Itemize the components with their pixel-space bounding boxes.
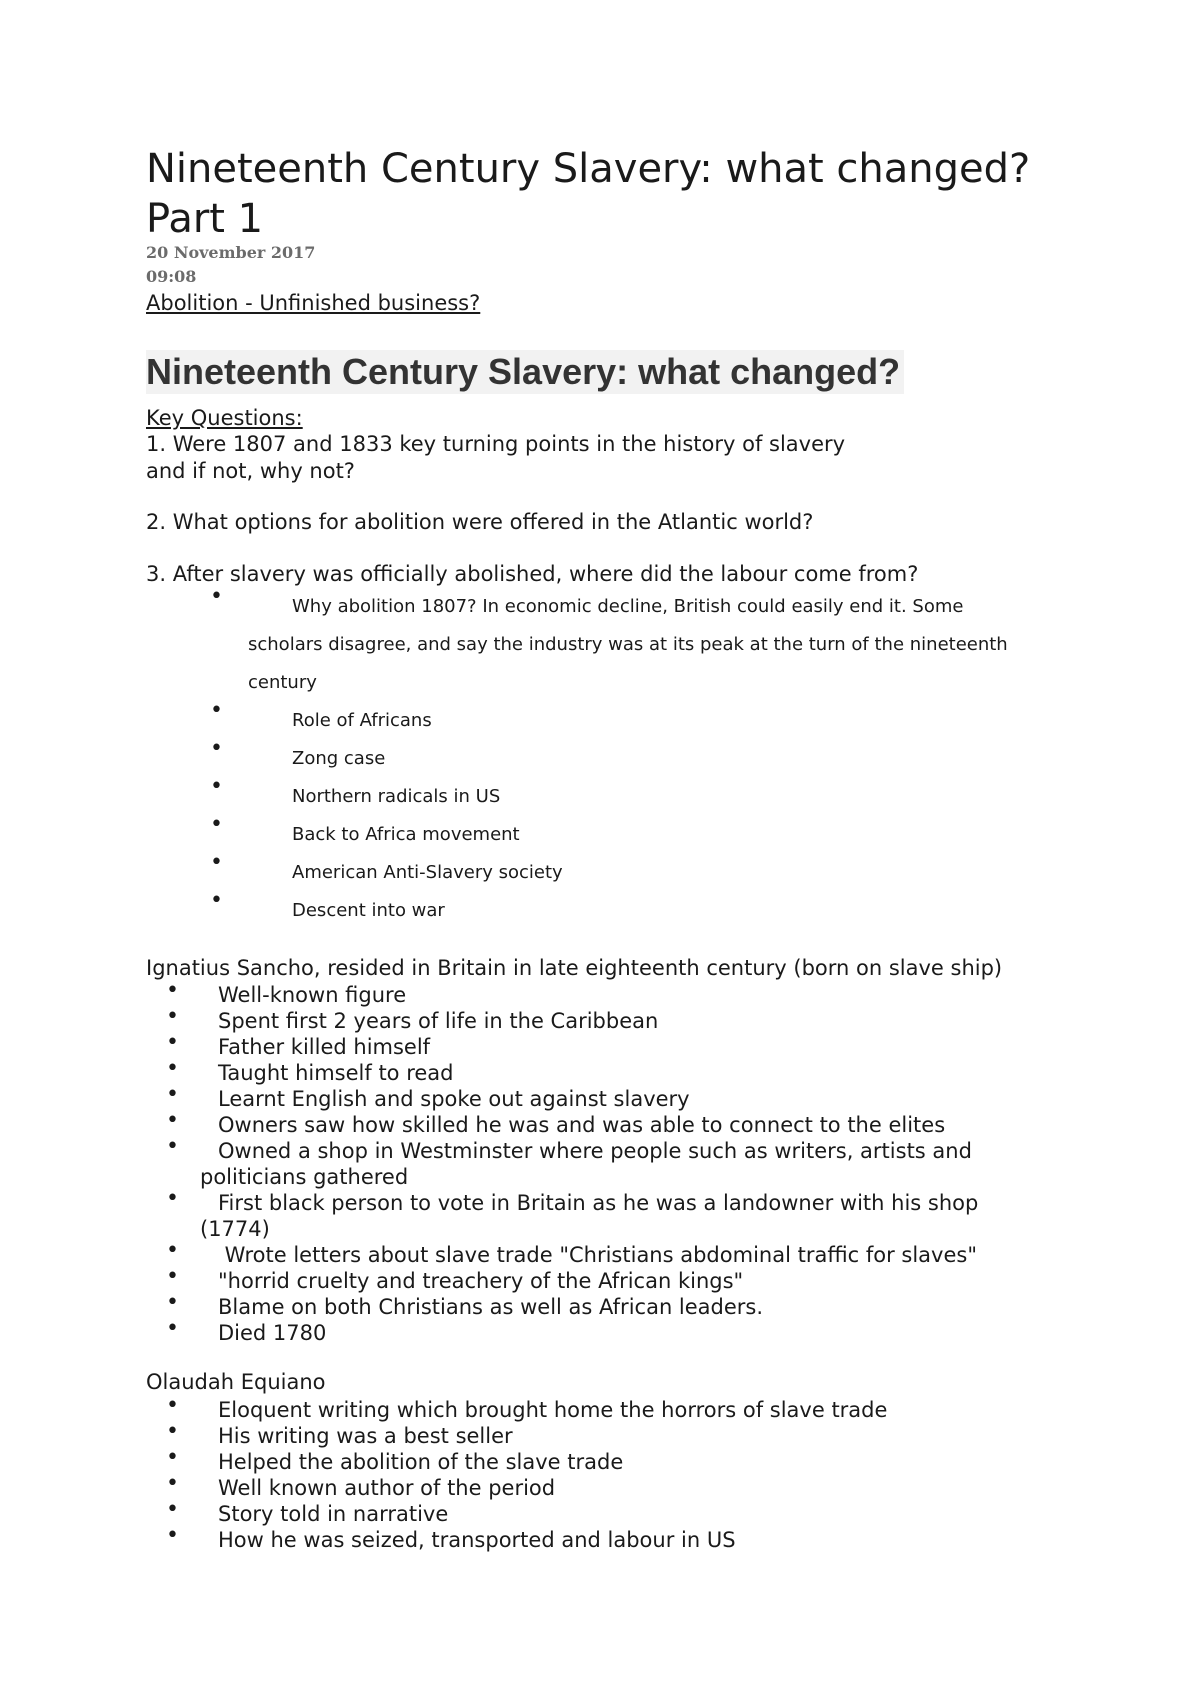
bullet-icon: • xyxy=(166,1030,179,1055)
list-item-text: American Anti-Slavery society xyxy=(292,862,563,883)
bullet-icon: • xyxy=(210,850,223,875)
list-item-text: Zong case xyxy=(292,748,386,769)
list-item xyxy=(146,1290,1046,1320)
list-item xyxy=(210,698,1090,740)
list-item-text: Eloquent writing which brought home the horrors of slave trade xyxy=(218,1398,888,1422)
list-item-text: Wrote letters about slave trade "Christians abdominal traffic for slaves" xyxy=(218,1243,977,1267)
list-item xyxy=(210,774,1090,816)
page-title-line1: Nineteenth Century Slavery: what changed? xyxy=(146,146,1031,192)
notes-bullet-list xyxy=(210,584,1090,930)
list-item-text: Why abolition 1807? In economic decline, British could easily end it. Some xyxy=(292,596,964,617)
list-item-text: (1774) xyxy=(200,1217,270,1241)
bullet-icon: • xyxy=(210,812,223,837)
list-item-text: Died 1780 xyxy=(218,1321,327,1345)
list-item-text: Taught himself to read xyxy=(218,1061,454,1085)
bullet-icon: • xyxy=(210,888,223,913)
note-time: 09:08 xyxy=(146,267,197,286)
list-item-text: Spent first 2 years of life in the Caribbean xyxy=(218,1009,659,1033)
question-1-line1: 1. Were 1807 and 1833 key turning points in the history of slavery xyxy=(146,432,846,456)
list-item xyxy=(210,812,1090,854)
list-item-text: "horrid cruelty and treachery of the African kings" xyxy=(218,1269,744,1293)
list-item xyxy=(146,1082,1046,1112)
list-item-text: First black person to vote in Britain as he was a landowner with his shop xyxy=(218,1191,979,1215)
page-title xyxy=(146,144,1106,244)
bullet-icon: • xyxy=(166,1264,179,1289)
section-heading: Nineteenth Century Slavery: what changed? xyxy=(146,350,904,394)
list-item-text: How he was seized, transported and labour in US xyxy=(218,1528,736,1552)
bullet-icon: • xyxy=(210,774,223,799)
list-item-text: Story told in narrative xyxy=(218,1502,449,1526)
list-item xyxy=(146,1004,1046,1034)
question-2: 2. What options for abolition were offered in the Atlantic world? xyxy=(146,510,814,534)
bullet-icon: • xyxy=(166,1238,179,1263)
list-item-text: Father killed himself xyxy=(218,1035,431,1059)
bullet-icon: • xyxy=(166,1393,179,1418)
equiano-bullet-list xyxy=(146,1393,1046,1553)
question-1-line2: and if not, why not? xyxy=(146,459,355,483)
question-3: 3. After slavery was officially abolished, where did the labour come from? xyxy=(146,562,919,586)
list-item-text: Helped the abolition of the slave trade xyxy=(218,1450,624,1474)
sancho-bullet-list xyxy=(146,978,1046,1346)
list-item xyxy=(146,1264,1046,1294)
bullet-icon: • xyxy=(166,1316,179,1341)
list-item-text: Owners saw how skilled he was and was able to connect to the elites xyxy=(218,1113,946,1137)
list-item xyxy=(146,1056,1046,1086)
bullet-icon: • xyxy=(166,1471,179,1496)
abolition-link[interactable]: Abolition - Unfinished business? xyxy=(146,291,481,315)
list-item xyxy=(146,1186,1046,1242)
bullet-icon: • xyxy=(166,1134,179,1159)
sancho-heading: Ignatius Sancho, resided in Britain in late eighteenth century (born on slave ship) xyxy=(146,956,1003,980)
list-item-text: Blame on both Christians as well as African leaders. xyxy=(218,1295,764,1319)
list-item xyxy=(146,978,1046,1008)
bullet-icon: • xyxy=(166,1082,179,1107)
list-item xyxy=(146,1108,1046,1138)
list-item xyxy=(146,1238,1046,1268)
list-item-text: Role of Africans xyxy=(292,710,432,731)
list-item-text: politicians gathered xyxy=(200,1165,409,1189)
list-item-text: Descent into war xyxy=(292,900,445,921)
bullet-icon: • xyxy=(166,1523,179,1548)
bullet-icon: • xyxy=(210,584,223,609)
list-item-text: Owned a shop in Westminster where people such as writers, artists and xyxy=(218,1139,972,1163)
list-item xyxy=(146,1497,1046,1527)
list-item xyxy=(146,1316,1046,1346)
list-item xyxy=(210,888,1090,930)
bullet-icon: • xyxy=(166,1445,179,1470)
list-item xyxy=(146,1471,1046,1501)
bullet-icon: • xyxy=(166,1056,179,1081)
note-date: 20 November 2017 xyxy=(146,243,316,262)
list-item-text: Well-known figure xyxy=(218,983,407,1007)
bullet-icon: • xyxy=(166,1108,179,1133)
page-title-line2: Part 1 xyxy=(146,196,264,242)
bullet-icon: • xyxy=(166,1186,179,1211)
equiano-heading: Olaudah Equiano xyxy=(146,1370,326,1394)
list-item-text: Well known author of the period xyxy=(218,1476,556,1500)
bullet-icon: • xyxy=(210,698,223,723)
list-item xyxy=(210,736,1090,778)
list-item-text: scholars disagree, and say the industry was at its peak at the turn of the nineteenth xyxy=(248,634,1008,655)
list-item-text: Northern radicals in US xyxy=(292,786,501,807)
bullet-icon: • xyxy=(166,1290,179,1315)
list-item xyxy=(146,1523,1046,1553)
list-item xyxy=(146,1445,1046,1475)
list-item-text: His writing was a best seller xyxy=(218,1424,513,1448)
list-item xyxy=(146,1393,1046,1423)
list-item xyxy=(146,1419,1046,1449)
bullet-icon: • xyxy=(166,1419,179,1444)
bullet-icon: • xyxy=(210,736,223,761)
list-item xyxy=(146,1134,1046,1190)
list-item xyxy=(146,1030,1046,1060)
bullet-icon: • xyxy=(166,978,179,1003)
list-item-text: century xyxy=(248,672,317,693)
key-questions-label: Key Questions: xyxy=(146,406,303,430)
list-item xyxy=(210,850,1090,892)
list-item-text: Learnt English and spoke out against slavery xyxy=(218,1087,690,1111)
bullet-icon: • xyxy=(166,1004,179,1029)
bullet-icon: • xyxy=(166,1497,179,1522)
list-item-text: Back to Africa movement xyxy=(292,824,520,845)
list-item xyxy=(210,584,1090,702)
